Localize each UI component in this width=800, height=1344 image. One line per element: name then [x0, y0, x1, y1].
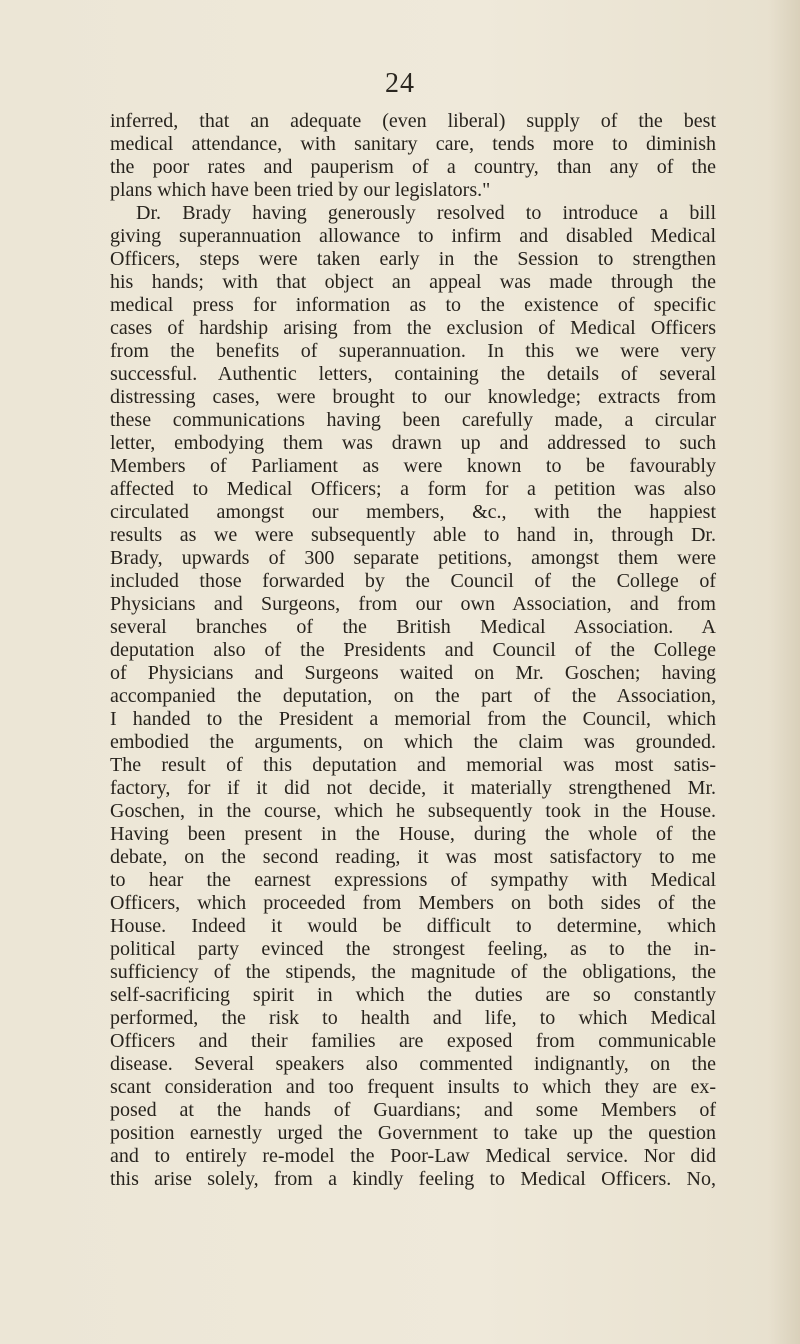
text-line: successful. Authentic letters, containing the details of several: [110, 363, 716, 385]
text-line: this arise solely, from a kindly feeling to Medical Officers. No,: [110, 1168, 716, 1190]
text-line: giving superannuation allowance to infirm and disabled Medical: [110, 225, 716, 247]
text-line: several branches of the British Medical Association. A: [110, 616, 716, 638]
text-line: distressing cases, were brought to our knowledge; extracts from: [110, 386, 716, 408]
text-line: Officers, which proceeded from Members on both sides of the: [110, 892, 716, 914]
text-line: plans which have been tried by our legislators.": [110, 179, 491, 201]
text-line: medical press for information as to the existence of specific: [110, 294, 716, 316]
text-line: Brady, upwards of 300 separate petitions, amongst them were: [110, 547, 716, 569]
body-text: [110, 110, 716, 1191]
text-line: The result of this deputation and memorial was most satis-: [110, 754, 716, 776]
text-line: position earnestly urged the Government to take up the question: [110, 1122, 716, 1144]
text-line: self-sacrificing spirit in which the duties are so constantly: [110, 984, 716, 1006]
text-line: I handed to the President a memorial from the Council, which: [110, 708, 716, 730]
text-line: letter, embodying them was drawn up and addressed to such: [110, 432, 716, 454]
paragraph: [110, 202, 716, 1191]
text-line: deputation also of the Presidents and Council of the College: [110, 639, 716, 661]
text-line: factory, for if it did not decide, it materially strengthened Mr.: [110, 777, 716, 799]
text-line: Members of Parliament as were known to be favourably: [110, 455, 716, 477]
paragraph: [110, 110, 716, 202]
text-line: Dr. Brady having generously resolved to introduce a bill: [136, 202, 716, 224]
text-line: from the benefits of superannuation. In this we were very: [110, 340, 716, 362]
text-line: of Physicians and Surgeons waited on Mr. Goschen; having: [110, 662, 716, 684]
text-line: embodied the arguments, on which the claim was grounded.: [110, 731, 716, 753]
text-line: disease. Several speakers also commented indignantly, on the: [110, 1053, 716, 1075]
text-line: these communications having been carefully made, a circular: [110, 409, 716, 431]
text-line: Goschen, in the course, which he subsequently took in the House.: [110, 800, 716, 822]
page-number: 24: [385, 68, 415, 99]
text-line: affected to Medical Officers; a form for a petition was also: [110, 478, 716, 500]
text-line: cases of hardship arising from the exclusion of Medical Officers: [110, 317, 716, 339]
text-line: medical attendance, with sanitary care, tends more to diminish: [110, 133, 716, 155]
text-line: Having been present in the House, during the whole of the: [110, 823, 716, 845]
text-line: inferred, that an adequate (even liberal) supply of the best: [110, 110, 716, 132]
text-line: circulated amongst our members, &c., with the happiest: [110, 501, 716, 523]
text-line: House. Indeed it would be difficult to determine, which: [110, 915, 716, 937]
text-line: debate, on the second reading, it was most satisfactory to me: [110, 846, 716, 868]
text-line: and to entirely re-model the Poor-Law Medical service. Nor did: [110, 1145, 716, 1167]
text-line: Officers and their families are exposed from communicable: [110, 1030, 716, 1052]
text-line: performed, the risk to health and life, to which Medical: [110, 1007, 716, 1029]
text-line: accompanied the deputation, on the part of the Association,: [110, 685, 716, 707]
text-line: the poor rates and pauperism of a country, than any of the: [110, 156, 716, 178]
text-line: Physicians and Surgeons, from our own Association, and from: [110, 593, 716, 615]
text-line: Officers, steps were taken early in the Session to strengthen: [110, 248, 716, 270]
text-line: sufficiency of the stipends, the magnitude of the obligations, the: [110, 961, 716, 983]
text-line: posed at the hands of Guardians; and some Members of: [110, 1099, 716, 1121]
text-line: political party evinced the strongest feeling, as to the in-: [110, 938, 716, 960]
text-line: results as we were subsequently able to hand in, through Dr.: [110, 524, 716, 546]
text-line: his hands; with that object an appeal was made through the: [110, 271, 716, 293]
text-line: to hear the earnest expressions of sympathy with Medical: [110, 869, 716, 891]
text-line: scant consideration and too frequent insults to which they are ex-: [110, 1076, 716, 1098]
text-line: included those forwarded by the Council of the College of: [110, 570, 716, 592]
